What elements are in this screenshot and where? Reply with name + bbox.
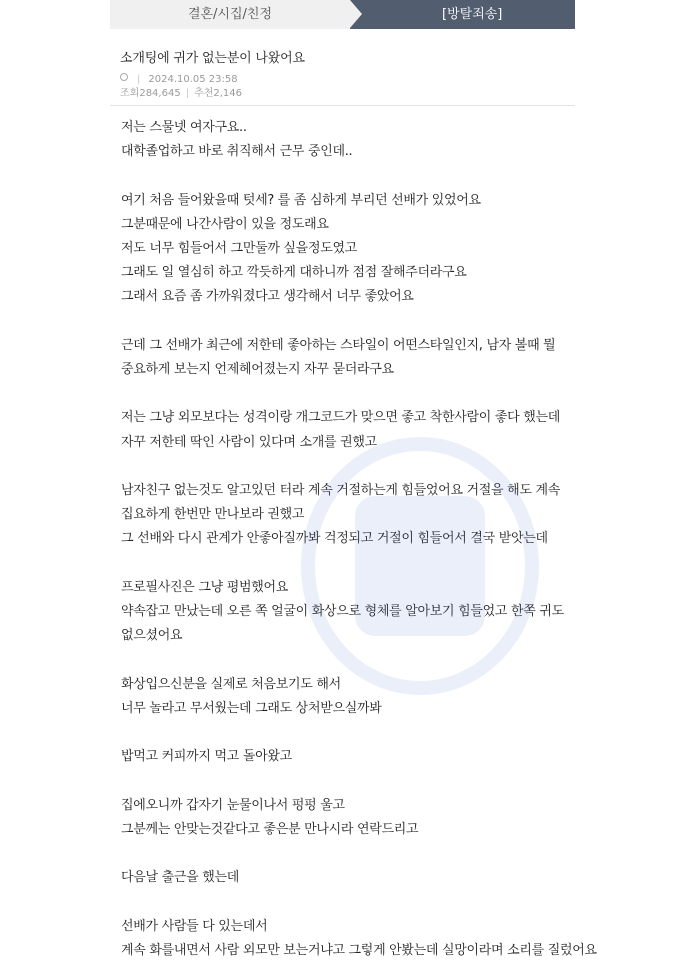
body-line: 저도 너무 힘들어서 그만둘까 싶을정도였고 [121, 241, 357, 256]
body-line: 그분께는 안맞는것같다고 좋은분 만나시라 연락드리고 [121, 821, 419, 837]
views-label: 조회 [120, 88, 140, 99]
post-meta-stats [120, 87, 575, 101]
meta-separator: | [137, 74, 141, 85]
tab-board[interactable] [350, 0, 575, 29]
user-icon [120, 73, 128, 81]
body-line: 밥먹고 커피까지 먹고 돌아왔고 [121, 749, 292, 765]
body-line: 프로필사진은 그냥 평범했어요 [121, 579, 289, 595]
meta-separator: | [185, 88, 190, 99]
likes-label: 추천 [194, 88, 214, 99]
body-line: 근데 그 선배가 최근에 저한테 좋아하는 스타일이 어떤스타일인지, 남자 볼때 뭘 [121, 337, 556, 353]
category-tabs [110, 0, 575, 29]
tab-board-label: [방탈죄송] [442, 7, 503, 22]
post-header [110, 29, 575, 106]
views-count: 284,645 [139, 88, 181, 99]
post-meta-author [120, 73, 575, 87]
body-line: 다음날 출근을 했는데 [121, 870, 239, 886]
body-line: 저는 스물넷 여자구요.. [121, 120, 247, 135]
paragraph-spacer [121, 310, 575, 334]
body-line: 없으셨어요 [121, 628, 183, 644]
body-line: 저는 그냥 외모보다는 성격이랑 개그코드가 맞으면 좋고 착한사람이 좋다 했는데 [121, 410, 561, 426]
paragraph-spacer [121, 721, 575, 745]
body-line: 너무 놀라고 무서웠는데 그래도 상처받으실까봐 [121, 700, 382, 716]
post-date: 2024.10.05 23:58 [148, 74, 238, 85]
paragraph-spacer [121, 842, 575, 866]
paragraph-spacer [121, 455, 575, 479]
body-line: 대학졸업하고 바로 취직해서 근무 중인데.. [121, 144, 353, 160]
paragraph-spacer [121, 382, 575, 406]
post-page [110, 0, 597, 958]
paragraph-spacer [121, 648, 575, 672]
body-line: 여기 처음 들어왔을때 텃세? 를 좀 심하게 부리던 선배가 있었어요 [121, 192, 481, 208]
body-line: 선배가 사람들 다 있는데서 [121, 918, 268, 934]
body-line: 약속잡고 만났는데 오른 쪽 얼굴이 화상으로 형체를 알아보기 힘들었고 한쪽 귀도 [121, 603, 564, 619]
body-line: 그분때문에 나간사람이 있을 정도래요 [121, 216, 329, 232]
tab-arrow-divider [350, 0, 362, 28]
post-body [110, 106, 597, 963]
body-line: 그 선배와 다시 관계가 안좋아질까봐 걱정되고 거절이 힘들어서 결국 받앗는데 [121, 531, 548, 547]
paragraph-spacer [121, 164, 575, 188]
post-title: 소개팅에 귀가 없는분이 나왔어요 [120, 51, 305, 66]
paragraph-spacer [121, 890, 575, 914]
body-line: 남자친구 없는것도 알고있던 터라 계속 거절하는게 힘들었어요 거절을 해도 계속 [121, 482, 561, 498]
paragraph-spacer [121, 769, 575, 793]
body-line: 집에오니까 갑자기 눈물이나서 펑펑 울고 [121, 797, 345, 813]
body-line: 그래서 요즘 좀 가까워졌다고 생각해서 너무 좋았어요 [121, 289, 414, 305]
body-line: 계속 화를내면서 사람 외모만 보는거냐고 그렇게 안봤는데 실망이라며 소리를 질렀어요 [121, 942, 597, 958]
likes-count: 2,146 [213, 88, 243, 99]
tab-category[interactable]: 결혼/시집/친정 [110, 0, 350, 29]
body-line: 그래도 일 열심히 하고 깍듯하게 대하니까 점점 잘해주더라구요 [121, 265, 467, 281]
body-line: 중요하게 보는지 언제헤어졌는지 자꾸 묻더라구요 [121, 362, 394, 377]
body-line: 집요하게 한번만 만나보라 권했고 [121, 507, 305, 523]
paragraph-spacer [121, 552, 575, 576]
body-line: 화상입으신분을 실제로 처음보기도 해서 [121, 676, 341, 692]
body-line: 자꾸 저한테 딱인 사람이 있다며 소개를 권했고 [121, 434, 377, 450]
